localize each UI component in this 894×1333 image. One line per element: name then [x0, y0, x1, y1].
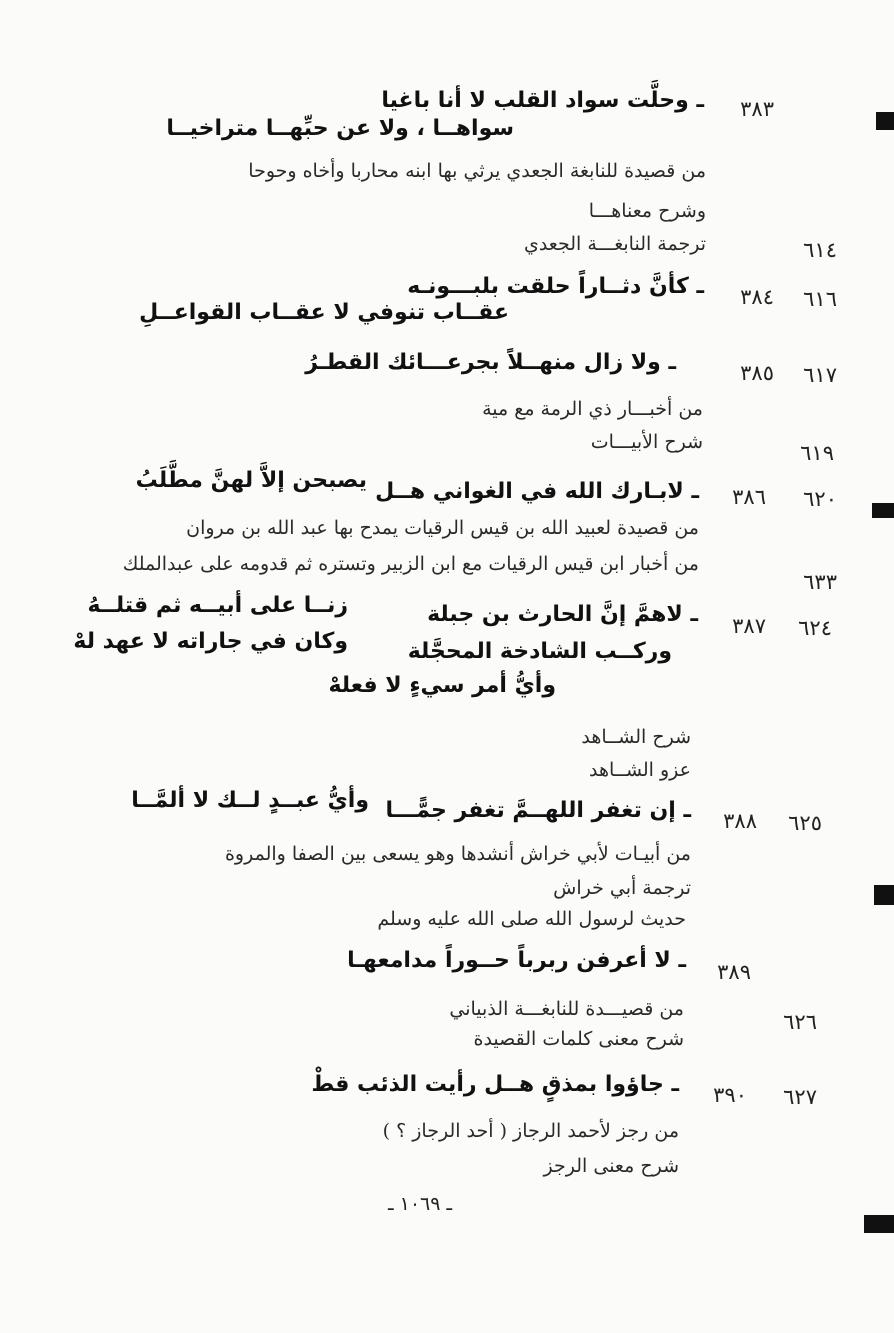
page-number: ٦٢٤: [798, 616, 832, 640]
note-text: من قصيدة لعبيد الله بن قيس الرقيات يمدح بها عبد الله بن مروان: [186, 517, 699, 539]
page-number: ٦٢٦: [783, 1010, 817, 1034]
edge-mark: [874, 885, 894, 905]
verse-number: ٣٨٧: [732, 614, 766, 638]
note-text: عزو الشــاهد: [589, 759, 691, 781]
verse-number: ٣٨٥: [740, 361, 774, 385]
verse-number: ٣٨٩: [717, 960, 751, 984]
verse-number: ٣٨٨: [723, 809, 757, 833]
note-text: حديث لرسول الله صلى الله عليه وسلم: [377, 908, 686, 930]
verse-line: ـ وحلَّت سواد القلب لا أنا باغيا: [381, 88, 704, 113]
note-text: شرح الأبيـــات: [590, 431, 703, 453]
verse-number: ٣٨٣: [740, 97, 774, 121]
page-number: ٦٢٠: [803, 487, 837, 511]
edge-mark: [872, 503, 894, 518]
verse-line: ـ كأنَّ دثــاراً حلقت بلبـــونـه: [407, 274, 704, 299]
note-text: من قصيدة للنابغة الجعدي يرثي بها ابنه محاربا وأخاه وحوحا: [248, 160, 706, 182]
page-number: ٦١٩: [800, 441, 834, 465]
note-text: من أبيـات لأبي خراش أنشدها وهو يسعى بين الصفا والمروة: [224, 843, 691, 865]
verse-line: وكان في جاراته لا عهد لهْ: [73, 629, 348, 654]
note-text: من قصيـــدة للنابغـــة الذبياني: [449, 998, 684, 1020]
note-text: من أخبـــار ذي الرمة مع مية: [482, 398, 703, 420]
verse-number: ٣٩٠: [713, 1083, 747, 1107]
verse-number: ٣٨٤: [740, 285, 774, 309]
page-number: ٦١٦: [803, 287, 837, 311]
edge-mark: [864, 1215, 894, 1233]
page-footer-number: ـ ١٠٦٩ ـ: [388, 1193, 453, 1215]
verse-line: ـ جاؤوا بمذقٍ هــل رأيت الذئب قطْ: [311, 1072, 679, 1097]
verse-number: ٣٨٦: [732, 485, 766, 509]
verse-line: ـ لابـارك الله في الغواني هــل: [375, 479, 699, 504]
page-number: ٦١٤: [803, 238, 837, 262]
verse-line: زنــا على أبيــه ثم قتلــهُ: [87, 593, 348, 618]
verse-line: ـ لاهمَّ إنَّ الحارث بن جبلة: [427, 602, 698, 627]
verse-line: يصبحن إلاَّ لهنَّ مطَّلَبُ: [135, 468, 367, 493]
verse-line: وركــب الشادخة المحجَّلة: [407, 639, 672, 664]
note-text: وشرح معناهـــا: [588, 200, 706, 222]
page-number: ٦١٧: [803, 363, 837, 387]
note-text: شرح معنى الرجز: [543, 1155, 679, 1177]
page-number: ٦٢٧: [783, 1085, 817, 1109]
page-number: ٦٢٥: [788, 811, 822, 835]
edge-mark: [876, 112, 894, 130]
verse-line: ـ إن تغفر اللهــمَّ تغفر جمًّـــا: [385, 798, 691, 823]
note-text: من أخبار ابن قيس الرقيات مع ابن الزبير وتستره ثم قدومه على عبدالملك: [122, 553, 699, 575]
verse-line: وأيُّ أمر سيءٍ لا فعلهْ: [328, 673, 556, 698]
verse-line: سواهــا ، ولا عن حبِّهــا متراخيــا: [166, 116, 514, 141]
note-text: شرح معنى كلمات القصيدة: [473, 1028, 684, 1050]
verse-line: عقــاب تنوفي لا عقــاب القواعــلِ: [139, 300, 509, 325]
note-text: ترجمة أبي خراش: [553, 877, 691, 899]
verse-line: ـ ولا زال منهــلاً بجرعـــائك القطـرُ: [305, 350, 676, 375]
verse-line: وأيُّ عبــدٍ لــك لا ألمَّــا: [131, 788, 369, 813]
verse-line: ـ لا أعرفن ربرباً حــوراً مدامعهـا: [347, 948, 686, 973]
note-text: من رجز لأحمد الرجاز ( أحد الرجاز ؟ ): [382, 1120, 679, 1142]
note-text: ترجمة النابغـــة الجعدي: [523, 233, 706, 255]
page-number: ٦٣٣: [803, 570, 837, 594]
note-text: شرح الشــاهد: [581, 726, 691, 748]
